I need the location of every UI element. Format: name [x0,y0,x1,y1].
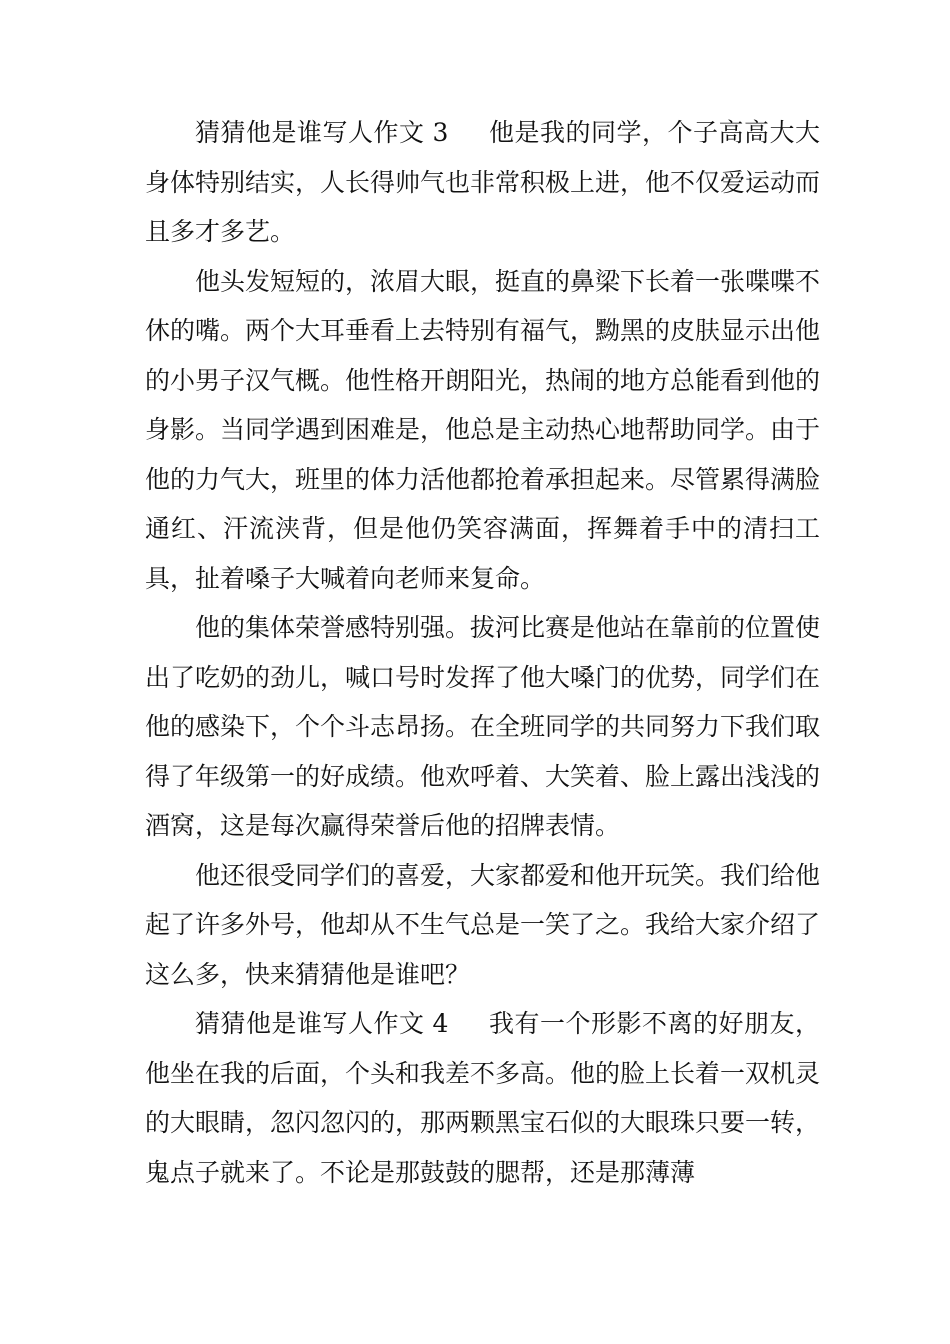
essay4-number: 4 [432,1009,449,1038]
essay3-title: 猜猜他是谁写人作文 [195,118,425,147]
essay3-p1-body: 他是我的同学，个子高高大大身体特别结实，人长得帅气也非常积极上进，他不仅爱运动而且多才多艺。 [145,118,821,246]
essay4-p1-body: 我有一个形影不离的好朋友，他坐在我的后面，个头和我差不多高。他的脸上长着一双机灵的大眼睛，忽闪忽闪的，那两颗黑宝石似的大眼珠只要一转，鬼点子就来了。不论是那鼓鼓的腮帮，还是那薄薄 [145,1009,821,1187]
document-body [145,108,820,1197]
essay3-paragraph-3: 他的集体荣誉感特别强。拔河比赛是他站在靠前的位置使出了吃奶的劲儿，喊口号时发挥了他大嗓门的优势，同学们在他的感染下，个个斗志昂扬。在全班同学的共同努力下我们取得了年级第一的好成绩。他欢呼着、大笑着、脸上露出浅浅的酒窝，这是每次赢得荣誉后他的招牌表情。 [145,613,821,840]
essay3-paragraph-4: 他还很受同学们的喜爱，大家都爱和他开玩笑。我们给他起了许多外号，他却从不生气总是一笑了之。我给大家介绍了这么多，快来猜猜他是谁吧？ [145,860,821,989]
essay4-paragraph-1 [145,999,820,1197]
essay4-title: 猜猜他是谁写人作文 [195,1009,425,1038]
essay3-paragraph-1 [145,108,820,257]
essay3-paragraph-2: 他头发短短的，浓眉大眼，挺直的鼻梁下长着一张喋喋不休的嘴。两个大耳垂看上去特别有福气，黝黑的皮肤显示出他的小男子汉气概。他性格开朗阳光，热闹的地方总能看到他的身影。当同学遇到困难是，他总是主动热心地帮助同学。由于他的力气大，班里的体力活他都抢着承担起来。尽管累得满脸通红、汗流浃背，但是他仍笑容满面，挥舞着手中的清扫工具，扯着嗓子大喊着向老师来复命。 [145,266,821,593]
essay3-number: 3 [432,118,449,147]
